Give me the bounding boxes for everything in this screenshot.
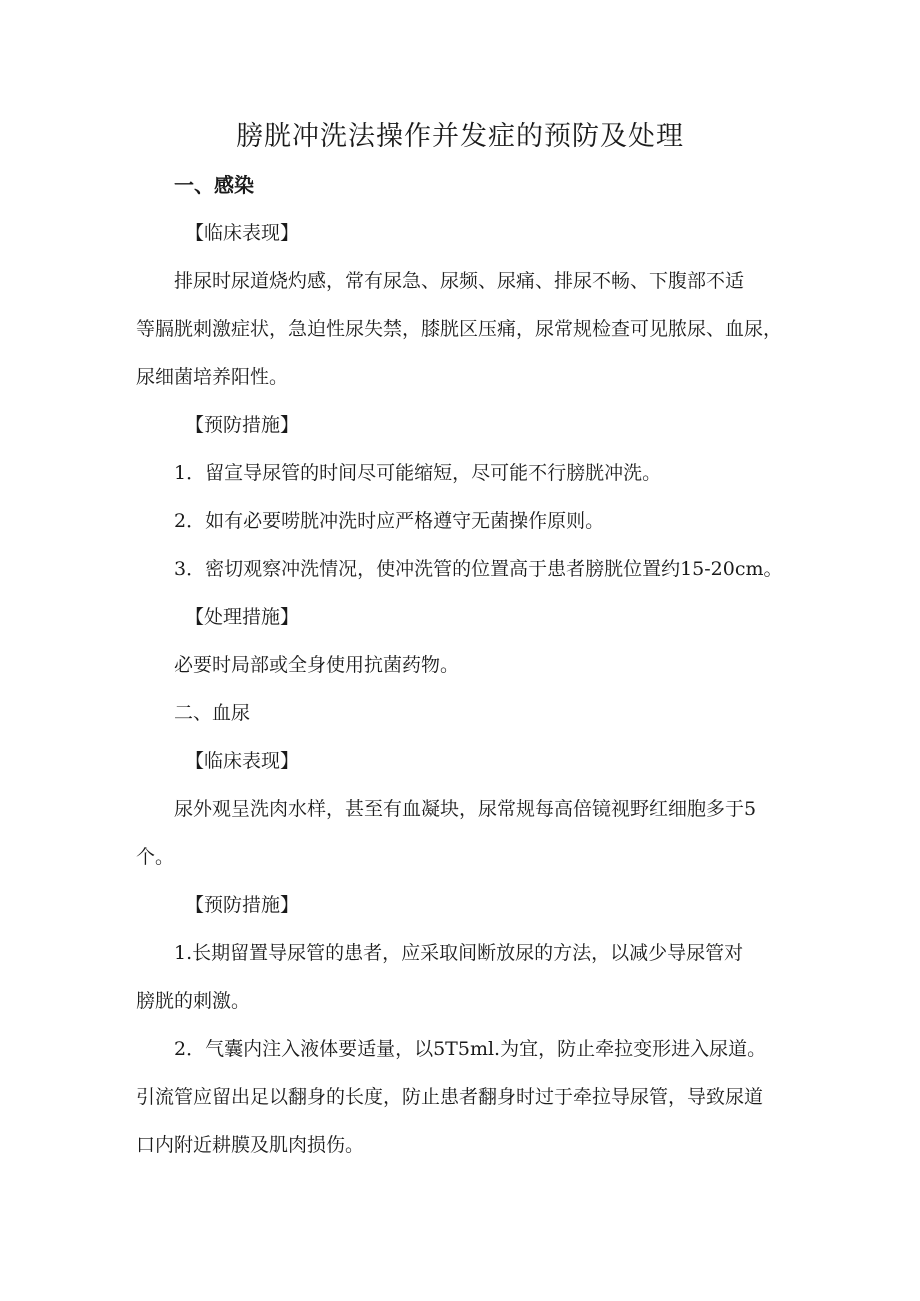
prevention-item: 3．密切观察冲洗情况，使冲洗管的位置高于患者膀胱位置约15-20cm。	[174, 558, 783, 580]
prevention-label-infection: 【预防措施】	[185, 414, 300, 436]
clinical-text-line: 个。	[136, 846, 175, 868]
document-title: 膀胱冲洗法操作并发症的预防及处理	[236, 121, 684, 152]
section-heading-infection: 一、感染	[174, 173, 254, 197]
prevention-text-line: 1.长期留置导尿管的患者，应采取间断放尿的方法，以减少导尿管对	[174, 942, 744, 964]
prevention-text-line: 2．气囊内注入液体要适量，以5T5ml.为宜，防止牵拉变形进入尿道。	[174, 1038, 767, 1060]
prevention-text-line: 膀胱的刺激。	[136, 990, 251, 1012]
prevention-label-hematuria: 【预防措施】	[185, 894, 300, 916]
prevention-text-line: 口内附近耕膜及肌肉损伤。	[136, 1134, 365, 1156]
prevention-text-line: 引流管应留出足以翻身的长度，防止患者翻身时过于牵拉导尿管，导致尿道	[136, 1086, 764, 1108]
clinical-text-line: 排尿时尿道烧灼感，常有尿急、尿频、尿痛、排尿不畅、下腹部不适	[174, 270, 745, 292]
section-heading-hematuria: 二、血尿	[174, 702, 251, 724]
prevention-item: 2．如有必要唠胱冲洗时应严格遵守无菌操作原则。	[174, 510, 605, 532]
clinical-text-line: 等膈胱刺激症状，急迫性尿失禁，膝胱区压痛，尿常规检查可见脓尿、血尿，	[136, 318, 783, 340]
treatment-label-infection: 【处理措施】	[185, 606, 300, 628]
treatment-text: 必要时局部或全身使用抗菌药物。	[174, 654, 460, 676]
clinical-label-infection: 【临床表现】	[185, 222, 300, 244]
prevention-item: 1．留宣导尿管的时间尽可能缩短，尽可能不行膀胱冲洗。	[174, 462, 662, 484]
clinical-label-hematuria: 【临床表现】	[185, 750, 300, 772]
clinical-text-line: 尿细菌培养阳性。	[136, 366, 289, 388]
clinical-text-line: 尿外观呈洗肉水样，甚至有血凝块，尿常规每高倍镜视野红细胞多于5	[174, 798, 757, 820]
